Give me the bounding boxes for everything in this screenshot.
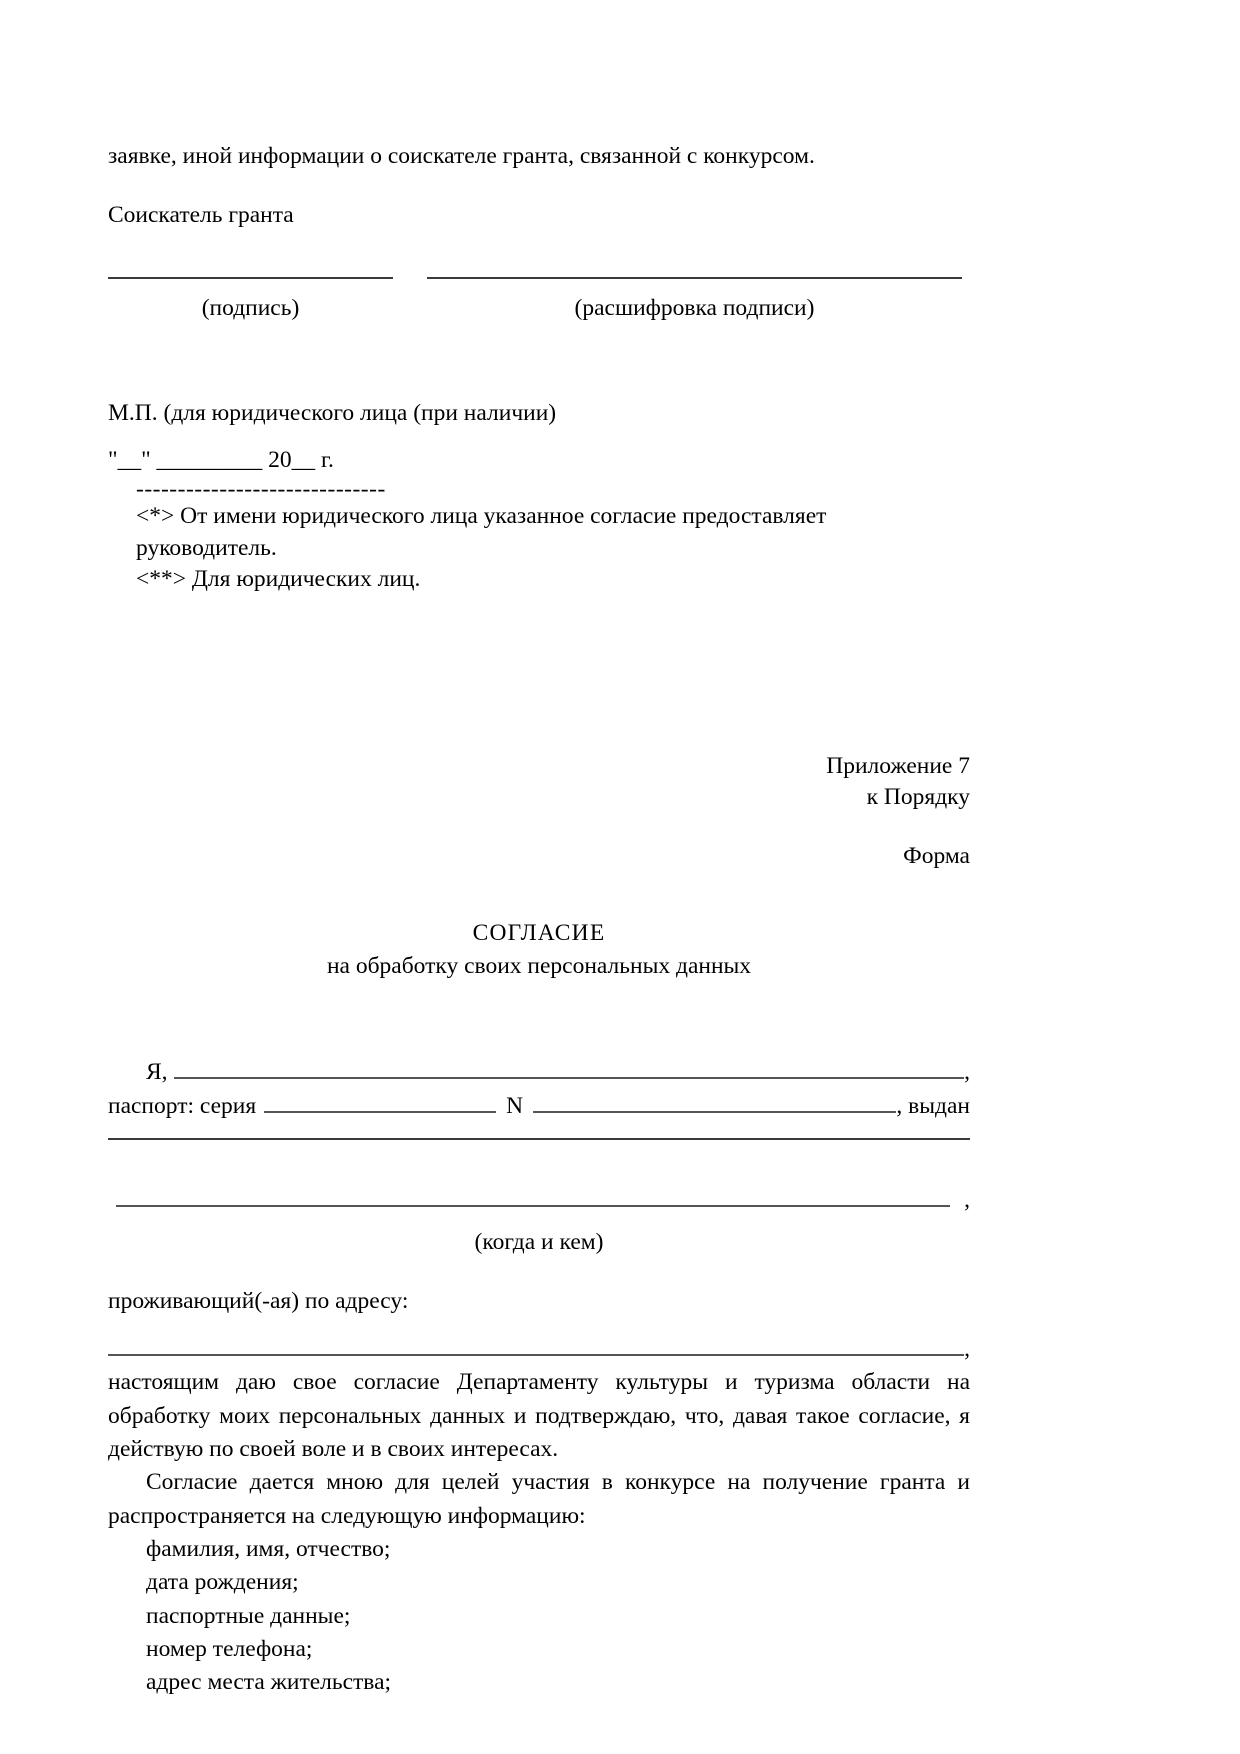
issuer-input-line-2[interactable]	[116, 1184, 950, 1208]
data-categories-list	[108, 1533, 970, 1700]
spacer	[108, 984, 970, 1056]
issued-caption: (когда и кем)	[474, 1228, 604, 1255]
issuer-row-2	[108, 1184, 970, 1218]
consent-paragraph-2: Согласие дается мною для целей участия в конкурсе на получение гранта и распространяется на следующую информацию:	[108, 1469, 970, 1529]
spacer	[108, 325, 970, 397]
spacer	[108, 1318, 970, 1332]
residence-label: проживающий(-ая) по адресу:	[108, 1287, 409, 1314]
spacer	[108, 1124, 970, 1138]
signature-row	[108, 277, 970, 325]
list-item: адрес места жительства;	[146, 1669, 392, 1696]
appendix-reference: к Порядку	[866, 784, 970, 811]
appendix-block	[108, 751, 970, 814]
signature-transcript-field[interactable]	[427, 277, 962, 325]
passport-row	[108, 1090, 970, 1124]
date-line[interactable]: "__" _________ 20__ г.	[108, 447, 334, 474]
spacer	[108, 430, 970, 444]
issuer-trailing-comma: ,	[964, 1187, 970, 1214]
self-name-input-continued[interactable]	[732, 1056, 964, 1080]
spacer	[108, 595, 970, 707]
spacer	[108, 233, 970, 277]
signature-field[interactable]	[108, 277, 393, 325]
document-body	[108, 140, 970, 1700]
spacer	[108, 1140, 970, 1184]
passport-number-label: N	[506, 1093, 524, 1120]
seal-note: М.П. (для юридического лица (при наличии)	[108, 400, 557, 427]
passport-number-input[interactable]	[533, 1090, 896, 1114]
appendix-number: Приложение 7	[826, 753, 970, 780]
spacer	[108, 873, 970, 917]
self-prefix-label: Я,	[146, 1059, 168, 1086]
form-label: Форма	[903, 842, 970, 869]
issued-label: , выдан	[896, 1093, 970, 1120]
applicant-label: Соискатель гранта	[108, 202, 294, 229]
spacer	[108, 814, 970, 840]
passport-label: паспорт: серия	[108, 1093, 257, 1120]
self-name-row	[108, 1056, 970, 1090]
page-subtitle: на обработку своих персональных данных	[326, 953, 752, 980]
passport-series-input[interactable]	[264, 1090, 496, 1114]
spacer	[108, 707, 970, 751]
residence-row	[108, 1332, 970, 1366]
footnote-one: <*> От имени юридического лица указанное согласие предоставляет руководитель.	[136, 503, 827, 561]
page-title: СОГЛАСИЕ	[472, 919, 606, 946]
residence-trailing-comma: ,	[964, 1335, 970, 1362]
footnote-separator: ------------------------------	[136, 477, 386, 502]
spacer	[108, 173, 970, 199]
self-name-trailing-comma: ,	[964, 1059, 970, 1086]
transcript-caption: (расшифровка подписи)	[574, 294, 815, 321]
list-item: дата рождения;	[146, 1569, 299, 1596]
self-name-input[interactable]	[174, 1056, 733, 1080]
lead-paragraph: заявке, иной информации о соискателе гранта, связанной с конкурсом.	[108, 143, 815, 169]
consent-paragraph-1: настоящим даю свое согласие Департаменту культуры и туризма области на обработку моих персональных данных и подтверждаю, что, давая такое согласие, я действую по своей воле и в своих интересах.	[108, 1369, 970, 1462]
list-item: фамилия, имя, отчество;	[146, 1536, 391, 1563]
list-item: паспортные данные;	[146, 1602, 351, 1629]
list-item: номер телефона;	[146, 1636, 313, 1663]
residence-input[interactable]	[108, 1332, 964, 1356]
spacer	[108, 1259, 970, 1285]
footnote-two: <**> Для юридических лиц.	[136, 565, 421, 592]
signature-caption: (подпись)	[201, 294, 300, 321]
